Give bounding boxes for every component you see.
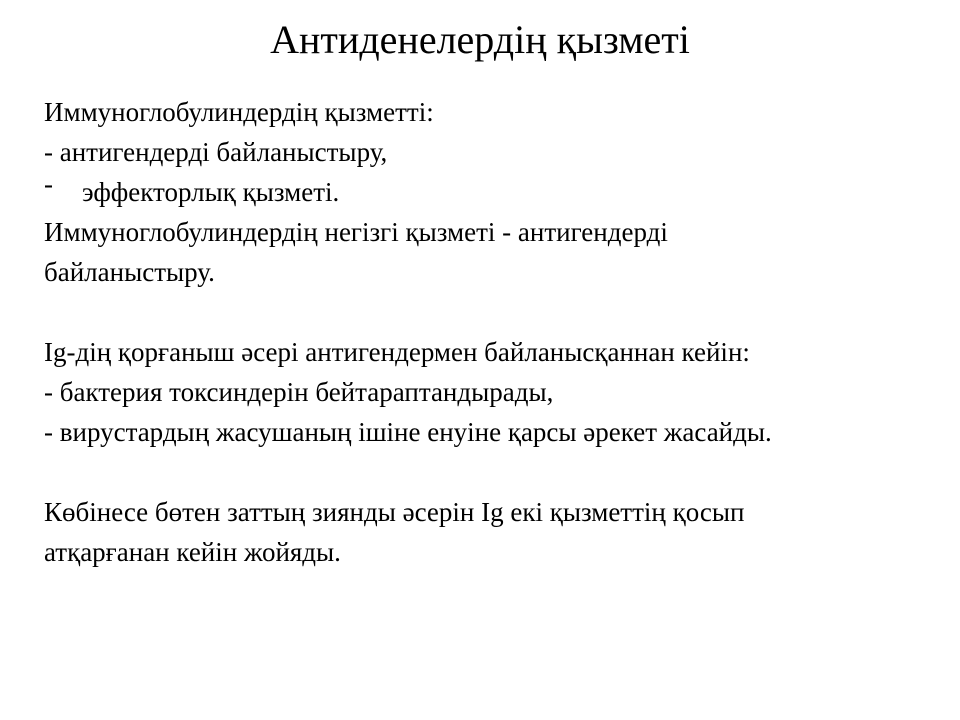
bullet-dash: - — [44, 169, 53, 199]
slide-title: Антиденелердің қызметі — [270, 17, 690, 62]
slide-body — [44, 92, 934, 572]
protective-effect-heading: Ig-дің қорғаныш әсері антигендермен байланысқаннан кейін: — [44, 337, 750, 367]
protective-item-toxins: - бактерия токсиндерін бейтараптандырады, — [44, 377, 554, 407]
function-item-antigen-binding: - антигендерді байланыстыру, — [44, 137, 388, 167]
main-function-line-1: Иммуноглобулиндердің негізгі қызметі - антигендерді — [44, 217, 668, 247]
protective-item-viruses: - вирустардың жасушаның ішіне енуіне қарсы әрекет жасайды. — [44, 417, 772, 447]
function-item-effector — [44, 169, 934, 212]
paragraph-spacer — [44, 292, 934, 332]
function-item-effector-text: эффекторлық қызметі. — [82, 177, 340, 207]
main-function-line-2: байланыстыру. — [44, 257, 215, 287]
conclusion-line-2: атқарғанан кейін жойяды. — [44, 537, 341, 567]
conclusion-line-1: Көбінесе бөтен заттың зиянды әсерін Ig екі қызметтің қосып — [44, 497, 745, 527]
paragraph-spacer — [44, 452, 934, 492]
functions-heading: Иммуноглобулиндердің қызметті: — [44, 97, 434, 127]
